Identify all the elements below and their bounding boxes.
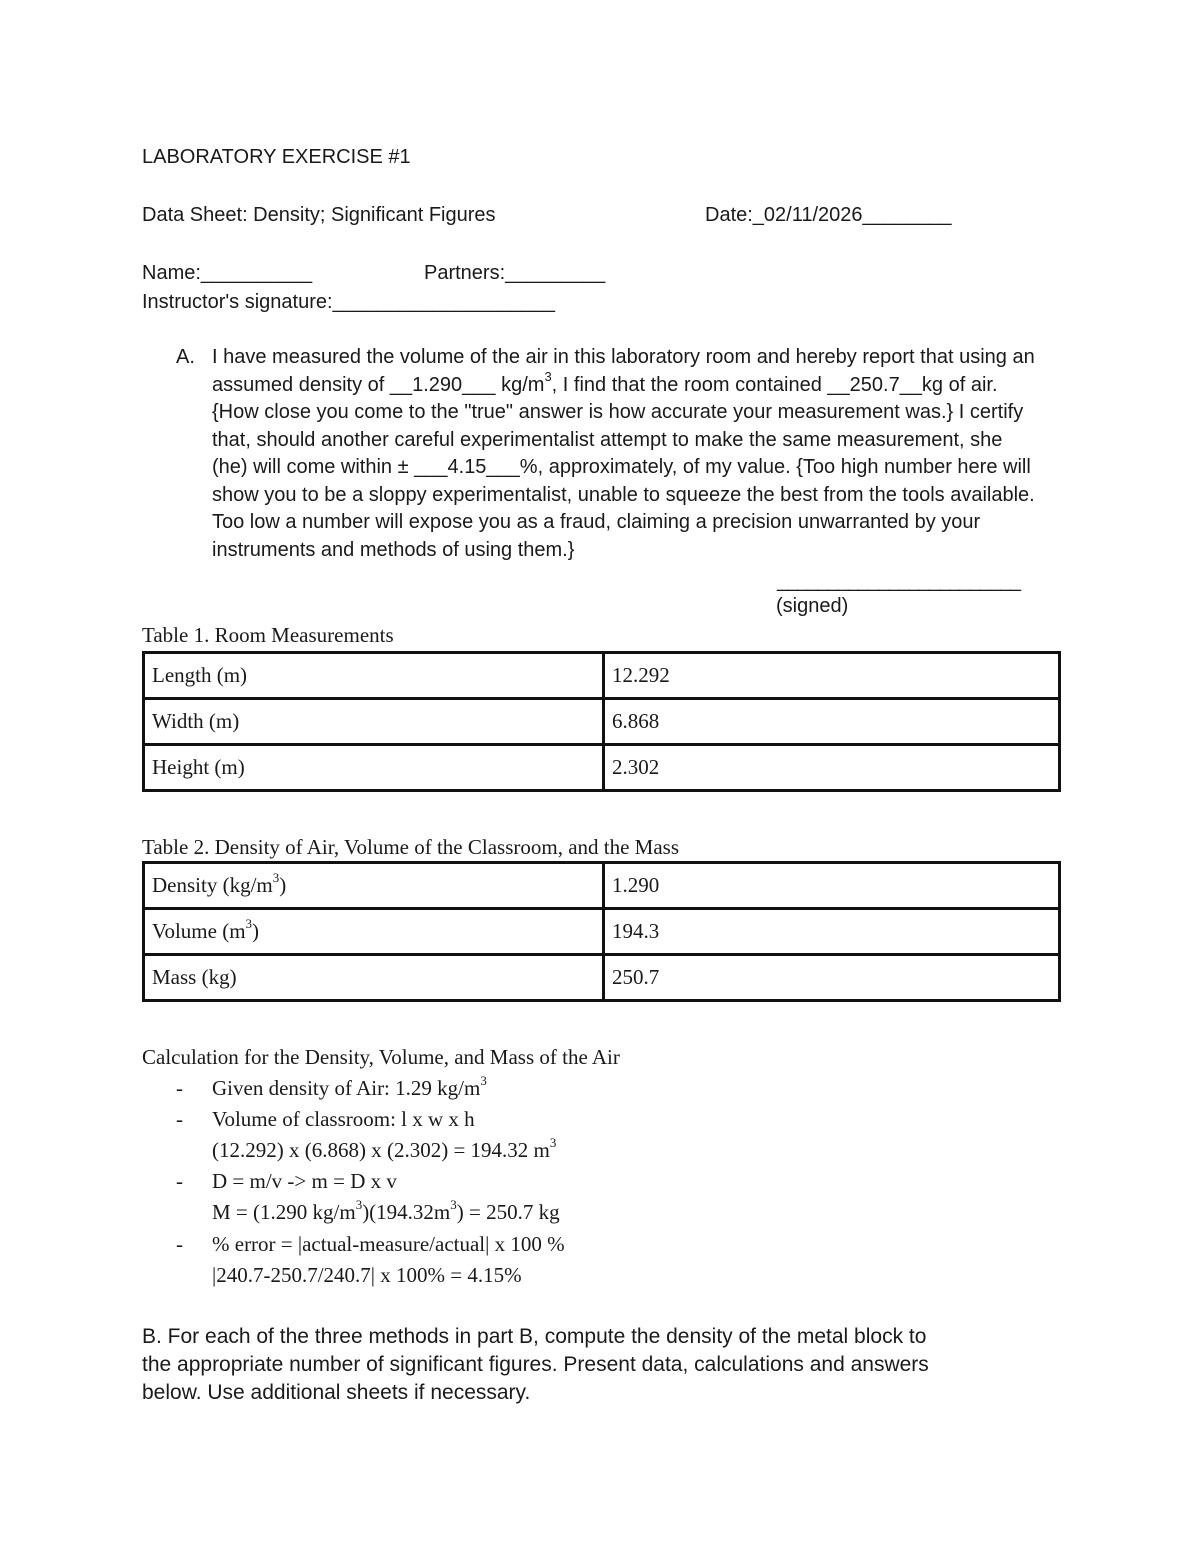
page-title: LABORATORY EXERCISE #1: [142, 146, 411, 168]
part-a-paragraph: [212, 344, 1082, 564]
part-a-line: show you to be a sloppy experimentalist, unable to squeeze the best from the tools available.: [212, 483, 1035, 506]
table-cell-value: 6.868: [604, 699, 1060, 745]
table-cell-value: 194.3: [604, 909, 1060, 955]
error-calculation-text: |240.7-250.7/240.7| x 100% = 4.15%: [212, 1263, 522, 1287]
table-cell-label: Volume $(m^3)$: [144, 909, 604, 955]
part-a-marker: A.: [176, 346, 195, 368]
table-cell-label: Density $(kg/m^3)$: [144, 863, 604, 909]
volume-calculation-text: (12.292) x (6.868) x (2.302) = 194.32 $m^3$: [212, 1135, 557, 1162]
air-density-volume-mass-table: [142, 861, 1061, 1002]
table-row: [144, 863, 1060, 909]
part-a-line: I have measured the volume of the air in this laboratory room and hereby report that using an: [212, 346, 1035, 368]
signed-label: (signed): [776, 595, 849, 617]
table-cell-label: Width (m): [144, 699, 604, 745]
part-a-line: assumed density of __1.290___ $kg/m^3$, I find that the room contained __250.7__kg of air.: [212, 368, 998, 396]
part-a-line: Too low a number will expose you as a fraud, claiming a precision unwarranted by your: [212, 511, 981, 533]
signature-line: ________________________: [777, 570, 1020, 592]
volume-label-text: Volume of classroom: l x w x h: [212, 1107, 475, 1131]
table1-caption: Table 1. Room Measurements: [142, 623, 394, 647]
table-cell-value: 2.302: [604, 745, 1060, 791]
table-row: [144, 699, 1060, 745]
part-a-line: instruments and methods of using them.}: [212, 538, 575, 561]
table-cell-label: Mass (kg): [144, 955, 604, 1001]
mass-calculation-text: M = (1.290 $kg/m^3)(194.32m^3) = 250.7$ kg: [212, 1197, 560, 1224]
table-row: [144, 745, 1060, 791]
part-b-line: B. For each of the three methods in part B, compute the density of the metal block to: [142, 1325, 927, 1348]
bullet-dash: -: [176, 1076, 183, 1100]
name-field: Name:__________: [142, 262, 313, 284]
part-a-line: {How close you come to the "true" answer is how accurate your measurement was.} I certify: [212, 401, 1024, 423]
table-cell-value: 1.290: [604, 863, 1060, 909]
calculation-heading: Calculation for the Density, Volume, and Mass of the Air: [142, 1045, 620, 1069]
table2-caption: Table 2. Density of Air, Volume of the Classroom, and the Mass: [142, 835, 680, 859]
instructor-signature-field: Instructor's signature:____________________: [142, 291, 556, 313]
part-b-line: the appropriate number of significant figures. Present data, calculations and answers: [142, 1353, 929, 1376]
partners-field: Partners:_________: [424, 262, 606, 284]
bullet-dash: -: [176, 1232, 183, 1256]
bullet-dash: -: [176, 1169, 183, 1193]
part-a-line: (he) will come within ± ___4.15___%, approximately, of my value. {Too high number here will: [212, 456, 1031, 478]
table-row: [144, 653, 1060, 699]
part-b-line: below. Use additional sheets if necessary.: [142, 1381, 531, 1404]
table-cell-label: Length (m): [144, 653, 604, 699]
part-a-line: that, should another careful experimentalist attempt to make the same measurement, she: [212, 428, 1003, 451]
date-field: Date:_02/11/2026________: [705, 204, 952, 226]
density-formula-text: D = m/v -> m = D x v: [212, 1169, 397, 1193]
given-density-text: Given density of Air: 1.29 $kg/m^3$: [212, 1073, 487, 1100]
table-row: [144, 955, 1060, 1001]
table-cell-label: Height (m): [144, 745, 604, 791]
table-row: [144, 909, 1060, 955]
bullet-dash: -: [176, 1107, 183, 1131]
room-measurements-table: [142, 651, 1061, 792]
table-cell-value: 250.7: [604, 955, 1060, 1001]
data-sheet-title: Data Sheet: Density; Significant Figures: [142, 204, 496, 226]
table-cell-value: 12.292: [604, 653, 1060, 699]
error-formula-text: % error = |actual-measure/actual| x 100 %: [212, 1232, 565, 1256]
part-b-paragraph: [142, 1323, 1062, 1407]
